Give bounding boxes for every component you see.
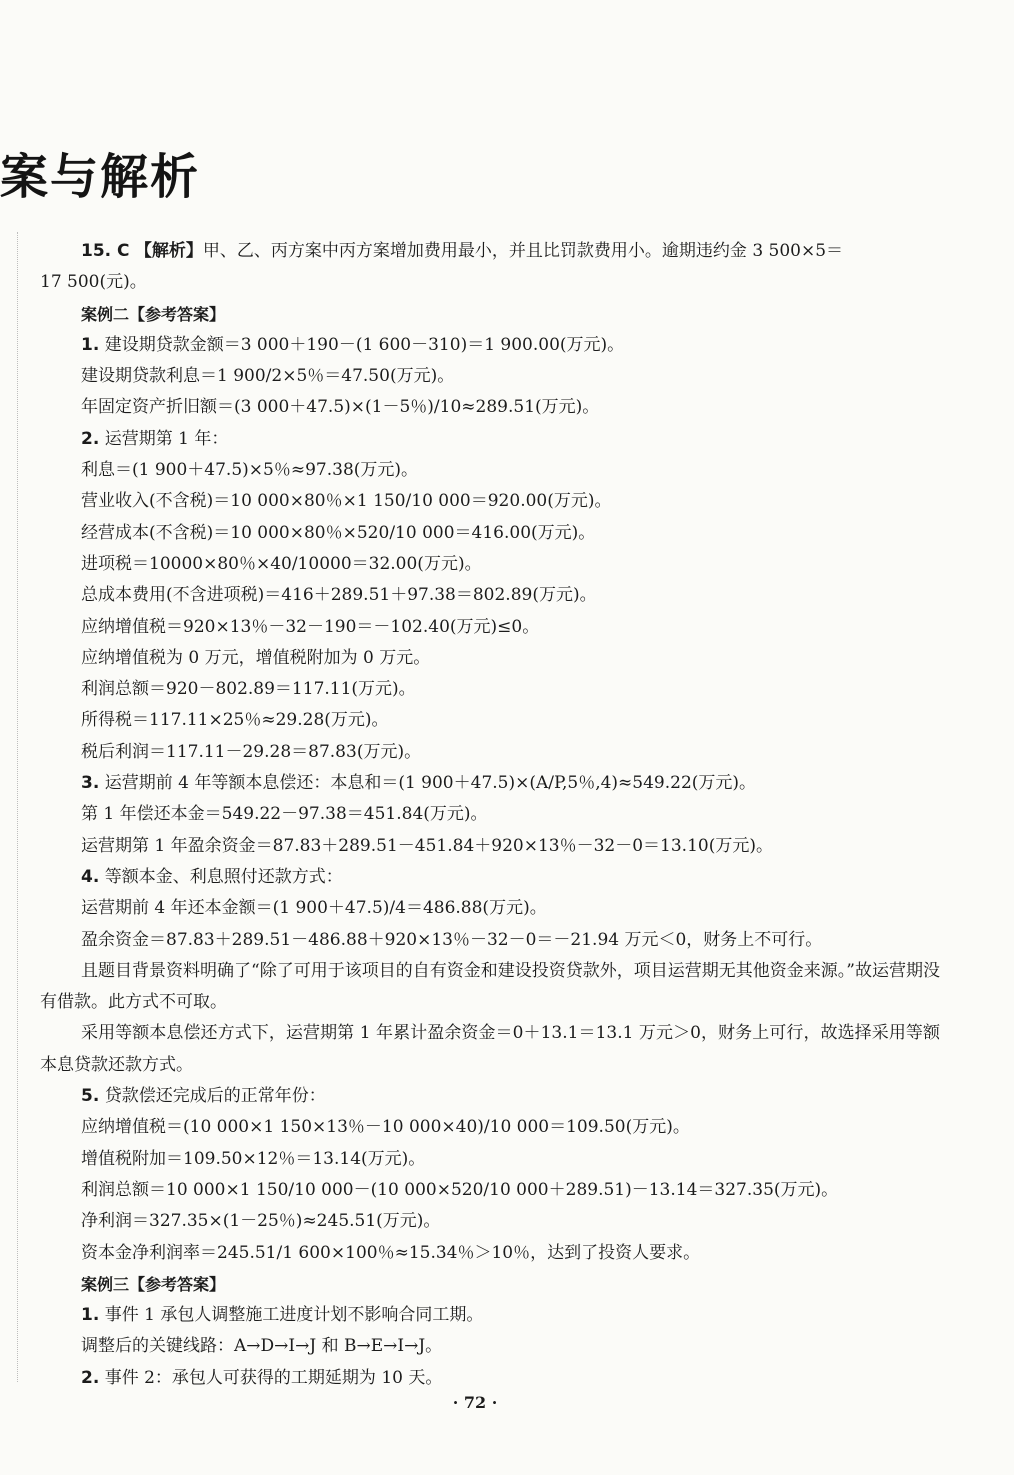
case2-s2-line: 营业收入(不含税)＝10 000×80％×1 150/10 000＝920.00(万元)。 [81,491,612,512]
case2-s2-line: 经营成本(不含税)＝10 000×80％×520/10 000＝416.00(万元)。 [81,522,596,543]
case2-s2-line: 应纳增值税＝920×13％－32－190＝－102.40(万元)≤0。 [81,616,540,637]
case2-s5-title [40,1081,940,1112]
case2-s3-line2: 第 1 年偿还本金＝549.22－97.38＝451.84(万元)。 [81,804,488,825]
case2-s1-number: 1. [81,334,100,355]
case2-s2-number: 2. [81,428,100,449]
case2-s2-line: 利息＝(1 900＋47.5)×5％≈97.38(万元)。 [81,460,419,481]
case3-s1-line1 [40,1300,940,1331]
q15-tag: 【解析】 [134,241,203,261]
case2-s4-paragraph1: 且题目背景资料明确了“除了可用于该项目的自有资金和建设投资贷款外，项目运营期无其他资金来源。”故运营期没有借款。此方式不可取。 [40,960,940,1013]
case2-s4-line1: 运营期前 4 年还本金额＝(1 900＋47.5)/4＝486.88(万元)。 [81,898,547,919]
case2-heading: 案例二【参考答案】 [81,304,226,324]
case2-s3-number: 3. [81,773,100,794]
case2-s2-title-text: 运营期第 1 年： [104,428,229,449]
q15-number: 15. C [81,241,130,261]
case2-s4-title-text: 等额本金、利息照付还款方式： [104,866,343,887]
case2-s2-line: 所得税＝117.11×25％≈29.28(万元)。 [81,710,389,731]
case2-s3-text: 运营期前 4 年等额本息偿还：本息和＝(1 900＋47.5)×(A/P,5％,4)≈549.22(万元)。 [104,773,757,794]
case2-s5-line: 净利润＝327.35×(1－25％)≈245.51(万元)。 [81,1211,441,1232]
case2-s4-number: 4. [81,866,100,887]
case2-s5-line: 资本金净利润率＝245.51/1 600×100％≈15.34％＞10％，达到了投资人要求。 [81,1242,701,1263]
case2-s2-line: 税后利润＝117.11－29.28＝87.83(万元)。 [81,741,422,762]
case2-s1-text: 建设期贷款金额＝3 000＋190－(1 600－310)＝1 900.00(万元)。 [104,334,625,355]
case3-s2-line1 [40,1363,940,1394]
case2-s5-line: 增值税附加＝109.50×12％＝13.14(万元)。 [81,1148,426,1169]
case3-s1-line2: 调整后的关键线路：A→D→I→J 和 B→E→I→J。 [81,1336,443,1357]
q15-text: 甲、乙、丙方案中丙方案增加费用最小，并且比罚款费用小。逾期违约金 3 500×5＝ [202,241,844,261]
case3-s2-text: 事件 2：承包人可获得的工期延期为 10 天。 [104,1367,443,1388]
case3-heading: 案例三【参考答案】 [81,1274,226,1294]
case2-s5-line: 应纳增值税＝(10 000×1 150×13％－10 000×40)/10 000＝109.50(万元)。 [81,1117,690,1138]
case2-s1-line1 [40,330,940,361]
case3-s1-text: 事件 1 承包人调整施工进度计划不影响合同工期。 [104,1305,484,1326]
q15-paragraph [40,236,940,267]
case2-s4-paragraph2: 采用等额本息偿还方式下，运营期第 1 年累计盈余资金＝0＋13.1＝13.1 万元＞0，财务上可行，故选择采用等额本息贷款还款方式。 [40,1023,940,1075]
page-number: · 72 · [452,1393,498,1412]
case2-s3-line3: 运营期第 1 年盈余资金＝87.83＋289.51－451.84＋920×13％－32－0＝13.10(万元)。 [81,835,773,856]
case2-s2-line: 总成本费用(不含进项税)＝416＋289.51＋97.38＝802.89(万元)。 [81,585,597,606]
case2-s2-line: 进项税＝10000×80％×40/10000＝32.00(万元)。 [81,553,482,574]
case2-s2-line: 利润总额＝920－802.89＝117.11(万元)。 [81,679,416,700]
case2-s4-line2: 盈余资金＝87.83＋289.51－486.88＋920×13％－32－0＝－21.94 万元＜0，财务上不可行。 [81,929,823,950]
case2-s2-title [40,424,940,455]
case2-s2-line: 应纳增值税为 0 万元，增值税附加为 0 万元。 [81,647,431,668]
case2-s1-line3: 年固定资产折旧额＝(3 000＋47.5)×(1－5％)/10≈289.51(万元)。 [81,397,600,418]
case3-s1-number: 1. [81,1305,100,1326]
case2-s3-line1 [40,768,940,799]
case2-s5-line: 利润总额＝10 000×1 150/10 000－(10 000×520/10 000＋289.51)－13.14＝327.35(万元)。 [81,1179,839,1200]
case2-s5-number: 5. [81,1086,100,1107]
case3-s2-number: 2. [81,1367,100,1388]
case2-s4-title [40,862,940,893]
case2-s5-title-text: 贷款偿还完成后的正常年份： [104,1086,326,1107]
case2-s1-line2: 建设期贷款利息＝1 900/2×5％＝47.50(万元)。 [81,366,455,387]
margin-divider [17,232,18,1382]
page-title: 案与解析 [0,149,201,205]
answer-content [40,236,940,1394]
q15-continuation: 17 500(元)。 [40,272,147,293]
